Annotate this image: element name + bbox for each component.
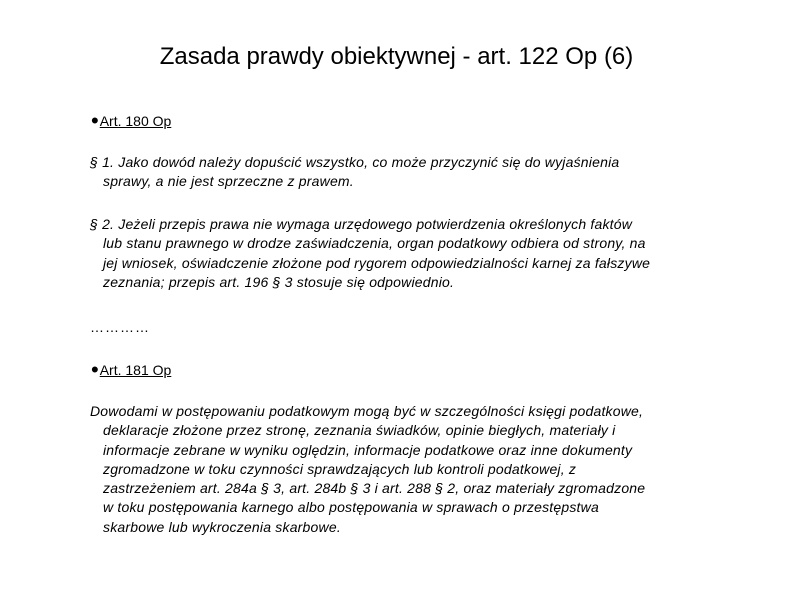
paragraph-180-2 xyxy=(90,215,730,292)
paragraph-180-1 xyxy=(90,153,730,192)
paragraph-181 xyxy=(90,402,730,537)
bullet-icon: • xyxy=(91,357,99,382)
paragraph-line: lub stanu prawnego w drodze zaświadczenia, organ podatkowy odbiera od strony, na xyxy=(103,235,646,252)
paragraph-line: Dowodami w postępowaniu podatkowym mogą być w szczególności księgi podatkowe, xyxy=(90,403,644,419)
article-180-link[interactable]: Art. 180 Op xyxy=(99,113,172,129)
ellipsis: ………… xyxy=(90,319,150,335)
paragraph-line: skarbowe lub wykroczenia skarbowe. xyxy=(103,518,341,535)
bullet-art-181 xyxy=(91,357,172,382)
paragraph-line: w toku postępowania karnego albo postępowania w sprawach o przestępstwa xyxy=(103,499,599,516)
paragraph-line: informacje zebrane w wyniku oględzin, informacje podatkowe oraz inne dokumenty xyxy=(103,441,633,458)
slide-title: Zasada prawdy obiektywnej - art. 122 Op (6) xyxy=(159,43,634,70)
bullet-art-180 xyxy=(91,108,172,133)
paragraph-line: zeznania; przepis art. 196 § 3 stosuje się odpowiednio. xyxy=(103,273,455,290)
paragraph-line: deklaracje złożone przez stronę, zeznania świadków, opinie biegłych, materiały i xyxy=(103,422,616,439)
paragraph-line: zgromadzone w toku czynności sprawdzających lub kontroli podatkowej, z xyxy=(103,460,577,477)
bullet-icon: • xyxy=(91,108,99,133)
paragraph-line: § 2. Jeżeli przepis prawa nie wymaga urzędowego potwierdzenia określonych faktów xyxy=(90,216,633,232)
article-181-link[interactable]: Art. 181 Op xyxy=(99,362,172,378)
paragraph-line: zastrzeżeniem art. 284a § 3, art. 284b § 3 i art. 288 § 2, oraz materiały zgromadzone xyxy=(103,480,646,497)
paragraph-line: jej wniosek, oświadczenie złożone pod rygorem odpowiedzialności karnej za fałszywe xyxy=(103,254,651,271)
paragraph-line: § 1. Jako dowód należy dopuścić wszystko, co może przyczynić się do wyjaśnienia xyxy=(90,154,620,170)
paragraph-line: sprawy, a nie jest sprzeczne z prawem. xyxy=(103,173,354,190)
